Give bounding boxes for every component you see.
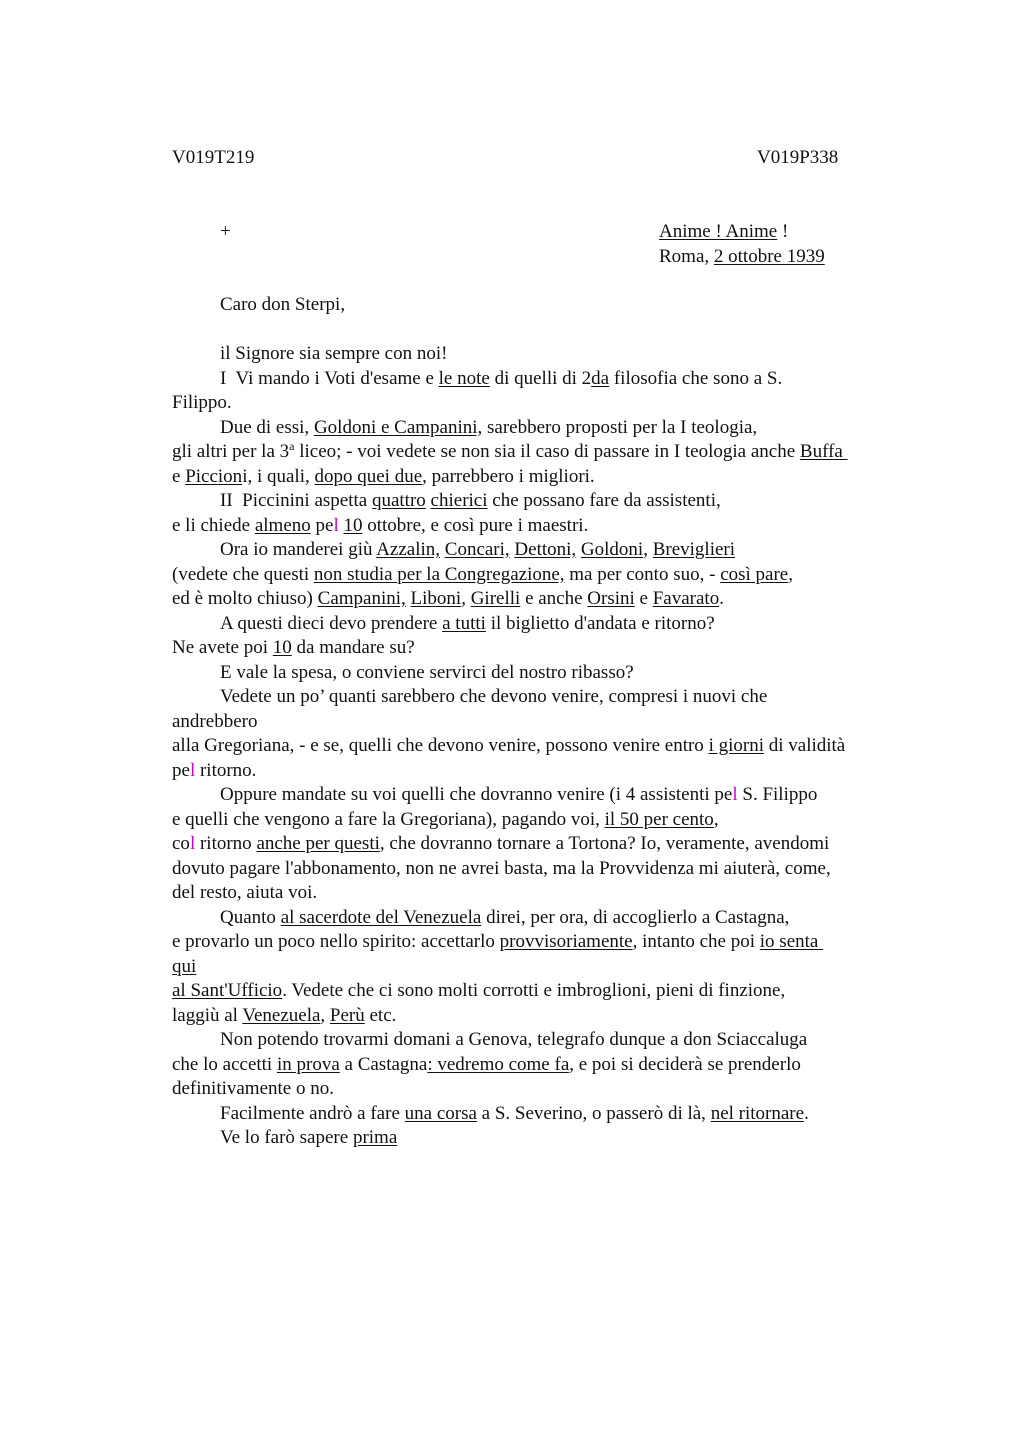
underlined-text: prima (352, 1127, 398, 1148)
line-text: , che dovranno tornare a Tortona? Io, veramente, avendomi (379, 833, 830, 854)
underlined-text: Breviglieri (652, 539, 736, 560)
underlined-text: almeno (254, 514, 311, 536)
letter-line (172, 1028, 932, 1053)
underlined-text: il 50 per cento (604, 808, 714, 830)
line-text: . (719, 588, 724, 609)
letter-line (172, 906, 932, 931)
line-text: (vedete che questi (172, 563, 314, 585)
line-text: . Vedete che ci sono molti corrotti e imbroglioni, pieni di finzione, (282, 980, 786, 1001)
letter-line (172, 955, 932, 980)
underlined-text: Girelli (470, 588, 521, 609)
line-text: ma per conto suo, - (564, 563, 721, 585)
underlined-text: a tutti (442, 612, 486, 634)
letter-line (172, 612, 932, 637)
line-text: S. Filippo (737, 784, 818, 805)
underlined-text: Campanini, (317, 588, 406, 609)
letter-line (172, 783, 932, 808)
letter-line (172, 342, 932, 367)
letter-line (172, 759, 932, 784)
line-text: e provarlo un poco nello spirito: accettarlo (172, 931, 500, 952)
letter-line (172, 587, 932, 612)
line-text: Ne avete poi (172, 637, 273, 658)
underlined-text: Liboni (410, 588, 462, 609)
underlined-text: provvisoriamente (499, 931, 633, 952)
letter-line (172, 881, 932, 906)
line-text: laggiù al (172, 1004, 243, 1026)
line-text: , (320, 1004, 330, 1026)
underlined-text: Perù (329, 1004, 365, 1026)
line-text: ed è molto chiuso) (172, 588, 318, 609)
line-text: co (172, 833, 190, 854)
letter-line (172, 734, 932, 759)
underlined-text: Concari, (444, 539, 510, 560)
line-text: dovuto pagare l'abbonamento, non ne avrei basta, ma la Provvidenza mi aiuterà, come, (172, 857, 831, 879)
line-text: Ve lo farò sapere (220, 1127, 353, 1148)
line-text: andrebbero (172, 710, 258, 732)
motto-line (659, 220, 825, 245)
underlined-text: dopo quei due (314, 465, 423, 487)
line-text: Oppure mandate su voi quelli che dovranno venire (i 4 assistenti pe (220, 784, 733, 805)
letter-line (172, 1126, 932, 1151)
letter-line (172, 685, 932, 710)
line-text: Facilmente andrò a fare (220, 1102, 405, 1124)
underlined-text: da (591, 367, 610, 389)
line-text: Filippo. (172, 392, 232, 413)
letter-line (172, 489, 932, 514)
underlined-text: chierici (430, 490, 488, 511)
cross-mark: + (220, 221, 231, 242)
highlighted-letter: l (732, 784, 738, 805)
letter-line (172, 661, 932, 686)
line-text: liceo; - voi vedete se non sia il caso di passare in I teologia anche (294, 441, 800, 462)
underlined-text: 10 (343, 514, 363, 536)
underlined-text: i giorni (708, 735, 764, 756)
letter-line (172, 636, 932, 661)
line-text: , (788, 563, 793, 585)
line-text: , intanto che poi (632, 931, 760, 952)
letter-line (172, 563, 932, 588)
underlined-text: Goldoni (580, 539, 644, 560)
highlighted-letter: l (333, 514, 339, 536)
line-text: di validità (763, 735, 846, 756)
letter-line (172, 857, 932, 882)
highlighted-letter: l (189, 833, 196, 854)
motto-text: Anime ! Anime (659, 221, 778, 242)
line-text: , parrebbero i migliori. (422, 465, 595, 487)
line-text: e (172, 465, 186, 487)
letter-line (172, 367, 932, 392)
line-text: , (643, 539, 653, 560)
line-text: Non potendo trovarmi domani a Genova, telegrafo dunque a don Sciaccaluga (220, 1029, 808, 1050)
underlined-text: al sacerdote del Venezuela (280, 906, 482, 928)
line-text: il biglietto d'andata e ritorno? (485, 612, 715, 634)
underlined-text: Azzalin, (376, 539, 441, 560)
line-text: ottobre, e così pure i maestri. (362, 514, 589, 536)
line-text: di quelli di 2 (489, 367, 592, 389)
letter-line (172, 1053, 932, 1078)
place: Roma, (659, 245, 714, 267)
line-text: i, i quali, (242, 465, 315, 487)
line-text: e anche (520, 588, 588, 609)
line-text: filosofia che sono a S. (609, 367, 783, 389)
underlined-text: Piccion (185, 465, 243, 487)
underlined-text: Orsini (587, 588, 635, 609)
letter-line (172, 1077, 932, 1102)
line-text: ritorno. (195, 759, 257, 781)
line-text: I Vi mando i Voti d'esame e (220, 367, 439, 389)
underlined-text: quattro (371, 490, 426, 511)
line-text: pe (172, 759, 190, 781)
underlined-text: anche per questi (256, 833, 380, 854)
line-text: e (634, 588, 653, 609)
letter-line (172, 710, 932, 735)
line-text: a S. Severino, o passerò di là, (476, 1102, 711, 1124)
letter-line (172, 930, 932, 955)
line-text: definitivamente o no. (172, 1078, 334, 1099)
letter-line (172, 465, 932, 490)
underlined-text: Buffa (799, 441, 848, 462)
letter-line (172, 440, 932, 465)
line-text: , (461, 588, 471, 609)
letter-body (172, 342, 932, 1151)
letter-line (172, 538, 932, 563)
underlined-text: così pare (720, 563, 789, 585)
line-text: sarebbero proposti per la I teologia, (482, 416, 758, 438)
letter-line (172, 808, 932, 833)
date-block (659, 220, 825, 269)
line-text: direi, per ora, di accoglierlo a Castagna, (481, 906, 790, 928)
highlighted-letter: l (189, 759, 196, 781)
letter-line (172, 416, 932, 441)
line-text: pe (310, 514, 334, 536)
line-text: ritorno (195, 833, 257, 854)
line-text: che possano fare da assistenti, (487, 490, 721, 511)
line-text: Vedete un po’ quanti sarebbero che devono venire, compresi i nuovi che (220, 686, 768, 707)
underlined-text: : vedremo come fa (427, 1053, 570, 1075)
underlined-text: nel ritornare (710, 1102, 805, 1124)
line-text: il Signore sia sempre con noi! (220, 343, 448, 364)
place-date-line (659, 245, 825, 270)
letter-line (172, 832, 932, 857)
line-text: e li chiede (172, 514, 255, 536)
letter-line (172, 391, 932, 416)
line-text: a (289, 439, 295, 453)
line-text: che lo accetti (172, 1053, 277, 1075)
underlined-text: Goldoni e Campanini, (313, 416, 483, 438)
underlined-text: Dettoni, (514, 539, 577, 560)
line-text: alla Gregoriana, - e se, quelli che devono venire, possono venire entro (172, 735, 709, 756)
letter-line (172, 514, 932, 539)
line-text: gli altri per la 3 (172, 441, 290, 462)
letter-line (172, 979, 932, 1004)
line-text: Quanto (220, 906, 281, 928)
underlined-text: Favarato (652, 588, 720, 609)
underlined-text: io senta (759, 931, 824, 952)
underlined-text: qui (172, 955, 197, 977)
line-text: , (713, 808, 719, 830)
line-text: e quelli che vengono a fare la Gregoriana), pagando voi, (172, 808, 605, 830)
letter-date: 2 ottobre 1939 (713, 245, 825, 267)
line-text: a Castagna (339, 1053, 428, 1075)
line-text: . (804, 1102, 809, 1124)
line-text: II Piccinini aspetta (220, 490, 372, 511)
underlined-text: non studia per la Congregazione, (313, 563, 565, 585)
line-text: A questi dieci devo prendere (220, 612, 443, 634)
underlined-text: in prova (276, 1053, 340, 1075)
letter-line (172, 1004, 932, 1029)
line-text: E vale la spesa, o conviene servirci del nostro ribasso? (220, 661, 634, 683)
line-text: Due di essi, (220, 416, 314, 438)
salutation: Caro don Sterpi, (220, 294, 346, 315)
underlined-text: 10 (272, 637, 292, 658)
letter-line (172, 1102, 932, 1127)
underlined-text: le note (438, 367, 490, 389)
line-text: etc. (364, 1004, 397, 1026)
header-left-code: V019T219 (172, 147, 255, 168)
line-text: da mandare su? (291, 637, 415, 658)
line-text: del resto, aiuta voi. (172, 882, 318, 903)
underlined-text: Venezuela (242, 1004, 321, 1026)
line-text: , e poi si deciderà se prenderlo (569, 1053, 801, 1075)
underlined-text: al Sant'Ufficio (172, 980, 283, 1001)
header-right-code: V019P338 (757, 147, 839, 168)
line-text: Ora io manderei giù (220, 539, 377, 560)
motto-tail: ! (777, 221, 789, 242)
underlined-text: una corsa (404, 1102, 477, 1124)
